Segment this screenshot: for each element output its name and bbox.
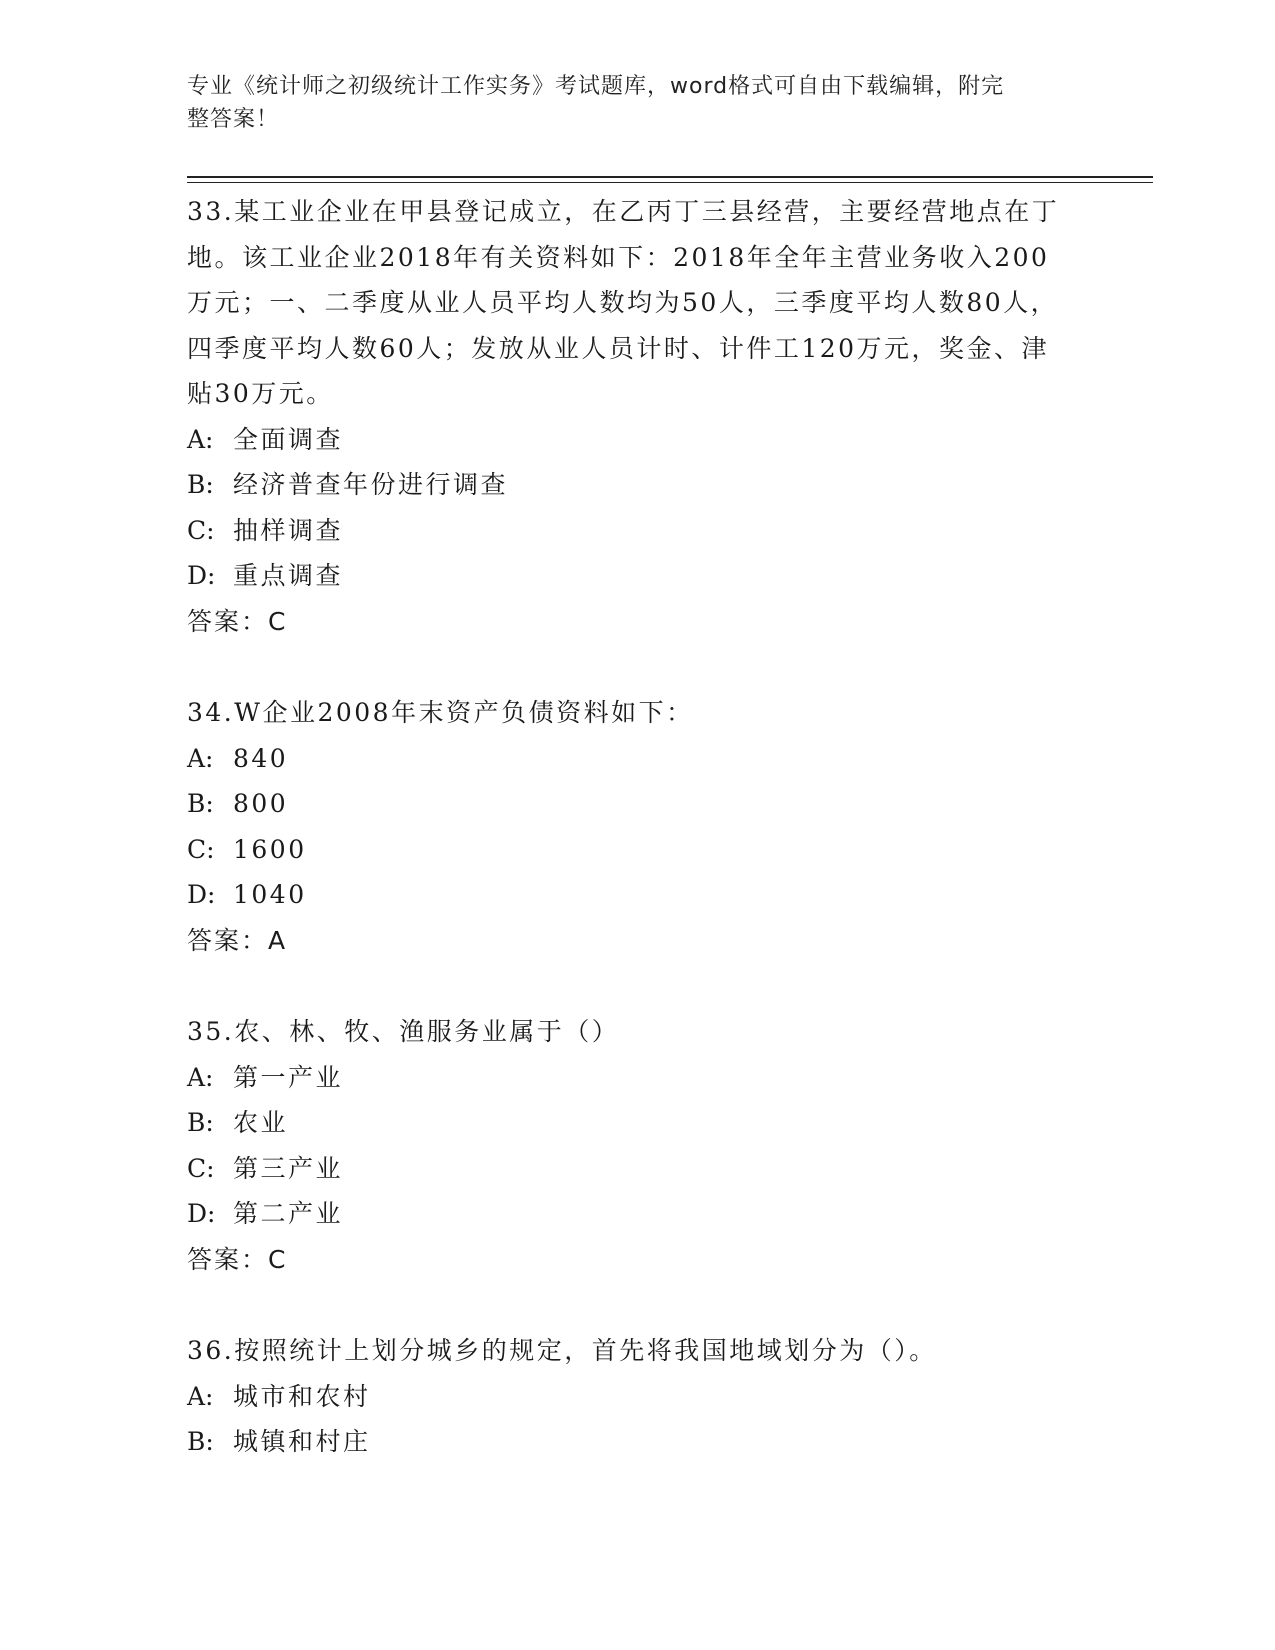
option-text: 第一产业: [233, 1062, 344, 1092]
option-b: [187, 462, 1067, 508]
option-text: 1040: [233, 880, 307, 909]
question-35: [187, 1009, 1067, 1282]
option-b: [187, 1419, 1067, 1465]
question-stem: 33.某工业企业在甲县登记成立，在乙丙丁三县经营，主要经营地点在丁地。该工业企业2018年有关资料如下：2018年全年主营业务收入200万元；一、二季度从业人员平均人数均为50人，三季度平均人数80人，四季度平均人数60人；发放从业人员计时、计件工120万元，奖金、津贴30万元。: [187, 197, 1060, 408]
option-d: [187, 872, 1067, 918]
question-34: [187, 690, 1067, 963]
answer-line: 答案：C: [187, 606, 288, 636]
document-header: [187, 70, 1067, 136]
option-d: [187, 553, 1067, 599]
option-key: C:: [187, 1153, 215, 1183]
option-key: B:: [187, 470, 214, 499]
header-line-1: 专业《统计师之初级统计工作实务》考试题库，word格式可自由下载编辑，附完: [187, 74, 1005, 99]
option-text: 第二产业: [233, 1199, 344, 1228]
question-stem: 34.W企业2008年末资产负债资料如下：: [187, 698, 694, 727]
option-text: 重点调查: [233, 561, 344, 590]
option-key: D:: [187, 1199, 216, 1228]
option-key: C:: [187, 515, 215, 545]
option-c: [187, 508, 1067, 554]
option-key: D:: [187, 880, 216, 909]
option-key: B:: [187, 1427, 214, 1456]
option-text: 840: [233, 743, 289, 773]
option-a: [187, 736, 1067, 782]
header-divider-thick: [187, 176, 1153, 178]
question-stem: 35.农、林、牧、渔服务业属于（）: [187, 1017, 620, 1046]
option-c: [187, 1146, 1067, 1192]
option-text: 全面调查: [233, 424, 344, 454]
option-text: 800: [233, 789, 289, 818]
header-divider-thin: [187, 182, 1153, 183]
header-line-2: 整答案！: [187, 107, 280, 132]
option-a: [187, 1374, 1067, 1420]
question-36: [187, 1328, 1067, 1465]
option-b: [187, 1100, 1067, 1146]
option-key: A:: [187, 424, 214, 454]
option-key: A:: [187, 1381, 214, 1411]
option-d: [187, 1191, 1067, 1237]
answer-line: 答案：A: [187, 925, 288, 955]
option-text: 经济普查年份进行调查: [233, 470, 509, 499]
question-stem: 36.按照统计上划分城乡的规定，首先将我国地域划分为（）。: [187, 1336, 937, 1365]
option-c: [187, 827, 1067, 873]
question-list: [187, 189, 1067, 1511]
option-text: 第三产业: [233, 1153, 344, 1183]
option-key: A:: [187, 1062, 214, 1092]
option-key: D:: [187, 561, 216, 590]
option-key: B:: [187, 789, 214, 818]
option-a: [187, 1055, 1067, 1101]
option-text: 抽样调查: [233, 515, 344, 545]
option-key: B:: [187, 1108, 214, 1137]
option-b: [187, 781, 1067, 827]
option-text: 农业: [233, 1108, 289, 1137]
option-text: 城镇和村庄: [233, 1427, 371, 1456]
answer-line: 答案：C: [187, 1244, 288, 1274]
option-text: 城市和农村: [233, 1381, 371, 1411]
question-33: [187, 189, 1067, 644]
option-key: C:: [187, 834, 215, 864]
option-a: [187, 417, 1067, 463]
option-key: A:: [187, 743, 214, 773]
option-text: 1600: [233, 834, 307, 864]
